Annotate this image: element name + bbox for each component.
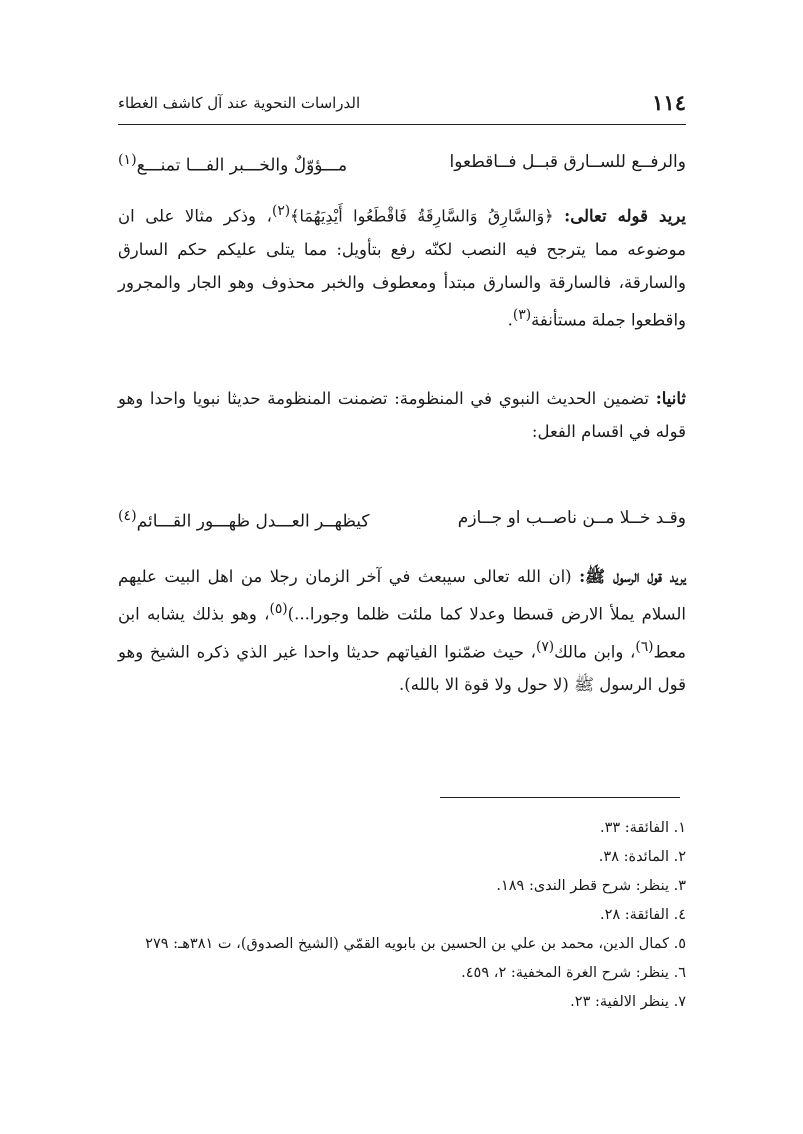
footnote-ref-7: (٧): [536, 638, 555, 655]
para-3-text-4: ، حيث ضمّنوا الفياتهم حديثا واحدا غير الذي ذكره الشيخ وهو قول الرسول ﷺ (لا حول ولا قوة الا بالله).: [118, 642, 686, 694]
poem-2-second-hemistich: [118, 508, 370, 532]
footnote-ref-4: (٤): [118, 508, 137, 524]
poem-1-second-text: مـــؤوّلٌ والخـــبر الفـــا تمنـــع: [136, 155, 348, 176]
para-3-lead: يريد قول الرسول ﷺ:: [579, 567, 686, 586]
footnote-1: ١. الفائقة: ٣٣.: [599, 820, 686, 836]
footnote-2: ٢. المائدة: ٣٨.: [598, 849, 686, 865]
footnote-5: ٥. كمال الدين، محمد بن علي بن الحسين بن بابويه القمّي (الشيخ الصدوق)، ت ٣٨١هـ: ٢٧٩: [145, 936, 686, 952]
footnote-ref-5: (٥): [269, 601, 288, 617]
para-1-lead: يريد قوله تعالى:: [564, 206, 686, 226]
para-1-end: .: [507, 310, 513, 329]
poem-verse-2: [118, 508, 686, 542]
footnote-7: ٧. ينظر الالفية: ٢٣.: [570, 994, 686, 1010]
running-title: الدراسات النحوية عند آل كاشف الغطاء: [118, 94, 361, 112]
paragraph-hadith: [118, 560, 686, 701]
footnote-3: ٣. ينظر: شرح قطر الندى: ١٨٩.: [496, 878, 686, 894]
footnotes: [118, 814, 686, 1017]
para-2-text: تضمين الحديث النبوي في المنظومة: تضمنت المنظومة حديثا نبويا واحدا وهو قوله في اقسام الفعل:: [118, 389, 686, 441]
paragraph-hadith-intro: [118, 382, 686, 448]
para-3-text-2: ، وهو بذلك يشابه ابن معط: [118, 604, 686, 661]
footnote-ref-3: (٣): [512, 306, 532, 323]
poem-verse-1: [118, 152, 686, 186]
poem-2-first-hemistich: وقـد خــلا مــن ناصــب او جــازم: [457, 508, 686, 528]
footnote-6: ٦. ينظر: شرح الغرة المخفية: ٢، ٤٥٩.: [461, 965, 686, 981]
footnote-separator: [440, 797, 680, 798]
paragraph-verse-explanation: [118, 195, 686, 336]
footnote-ref-1: (١): [118, 152, 137, 168]
footnote-ref-2: (٢): [271, 203, 291, 219]
para-3-text-3: ، وابن مالك: [554, 642, 636, 661]
poem-2-second-text: كيظهــر العـــدل ظهـــور القـــائم: [136, 511, 370, 532]
page-number: ١١٤: [652, 90, 686, 115]
para-2-lead: ثانيا:: [655, 389, 686, 408]
footnote-4: ٤. الفائقة: ٢٨.: [599, 907, 686, 923]
page-header: [118, 88, 686, 125]
poem-1-first-hemistich: والرفــع للســارق قبــل فــاقطعوا: [449, 152, 686, 172]
quran-verse: ﴿وَالسَّارِقُ وَالسَّارِقَةُ فَاقْطَعُوا أَيْدِيَهُمَا﴾: [290, 206, 554, 226]
para-3-text-1: (ان الله تعالى سيبعث في آخر الزمان رجلا من اهل البيت عليهم السلام يملأ الارض قسطا وعدلا كما ملئت ظلما وجورا...): [118, 567, 686, 624]
poem-1-second-hemistich: [118, 152, 347, 176]
para-1-text: ، وذكر مثالا على ان موضوعه مما يترجح فيه النصب لكنّه رفع بتأويل: مما يتلى عليكم حكم السارق والسارقة، فالسارقة والسارق مبتدأ ومعطوف والخبر محذوف وهو الجار والمجرور واقطعوا جملة مستأنفة: [118, 206, 686, 329]
footnote-ref-6: (٦): [635, 638, 654, 655]
